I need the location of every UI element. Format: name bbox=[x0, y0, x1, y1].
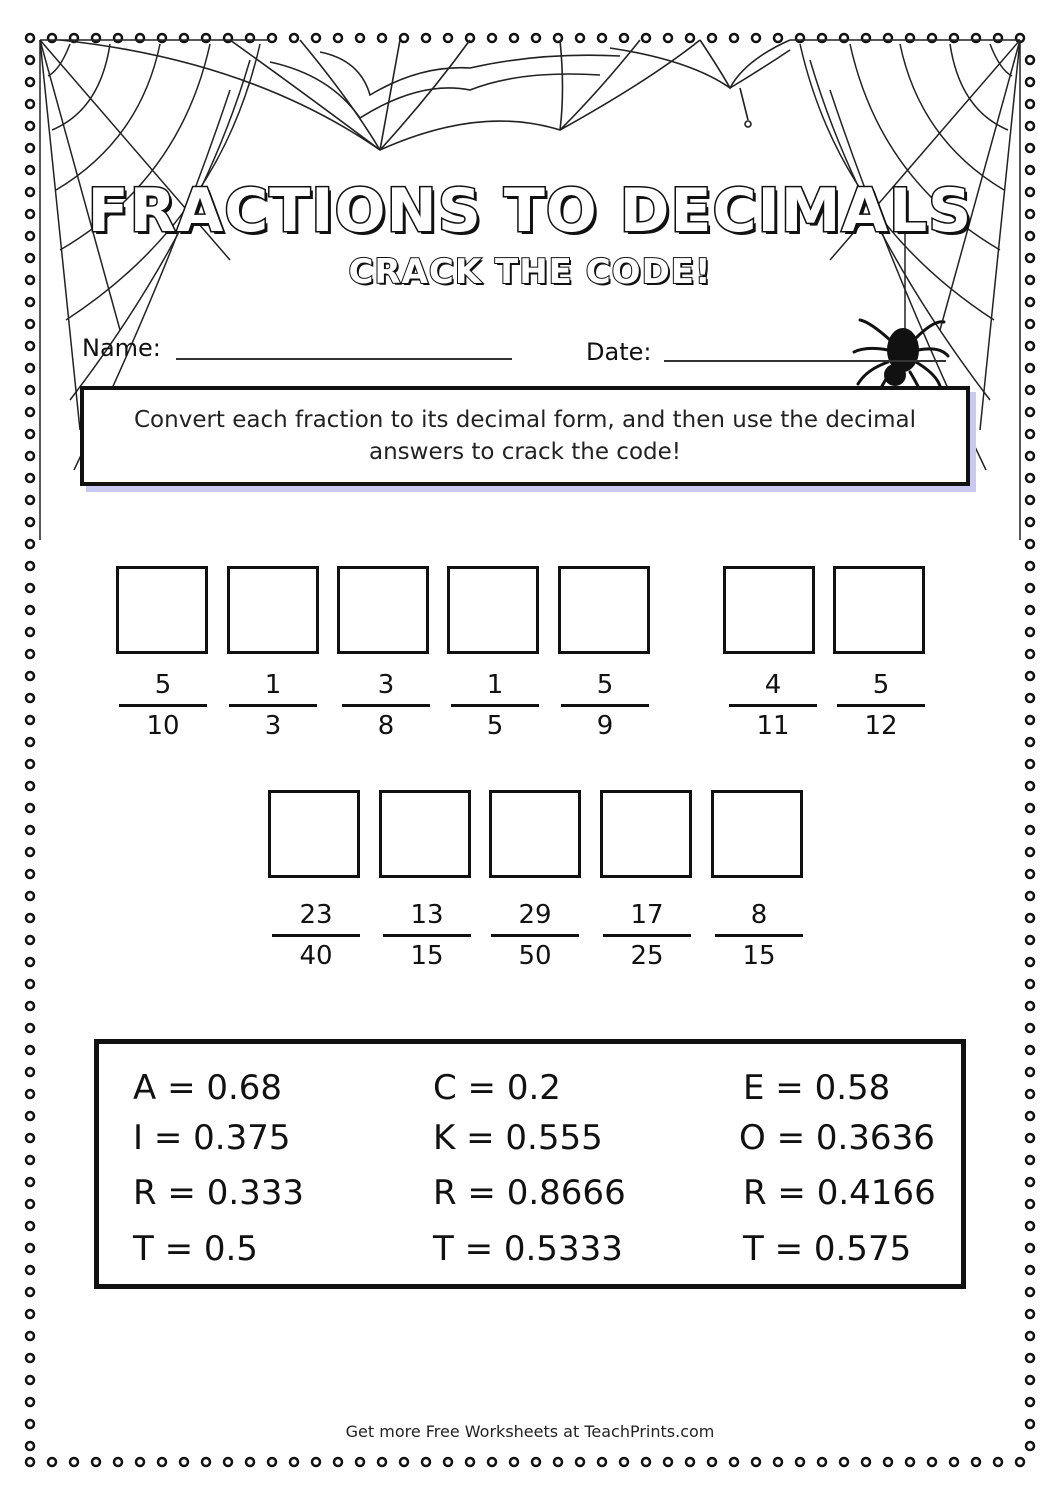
key-entry: T = 0.5333 bbox=[433, 1229, 623, 1269]
numerator: 1 bbox=[264, 670, 282, 700]
fraction bbox=[715, 898, 803, 973]
fraction-bar bbox=[342, 704, 430, 707]
fraction bbox=[229, 668, 317, 743]
instructions-text: Convert each fraction to its decimal form, and then use the decimal answers to crack the code! bbox=[134, 407, 916, 465]
numerator: 29 bbox=[518, 900, 552, 930]
answer-box[interactable] bbox=[489, 790, 581, 878]
fraction-bar bbox=[729, 704, 817, 707]
denominator: 5 bbox=[486, 711, 504, 741]
numerator: 13 bbox=[410, 900, 444, 930]
numerator: 17 bbox=[630, 900, 664, 930]
fraction bbox=[561, 668, 649, 743]
code-key-box bbox=[94, 1039, 966, 1289]
instructions-box bbox=[80, 386, 970, 486]
numerator: 5 bbox=[596, 670, 614, 700]
key-entry: T = 0.575 bbox=[743, 1229, 912, 1269]
fraction-bar bbox=[561, 704, 649, 707]
answer-box[interactable] bbox=[116, 566, 208, 654]
answer-box[interactable] bbox=[600, 790, 692, 878]
key-entry: R = 0.333 bbox=[133, 1173, 305, 1213]
denominator: 8 bbox=[377, 711, 395, 741]
denominator: 25 bbox=[630, 941, 664, 971]
fraction bbox=[603, 898, 691, 973]
key-entry: I = 0.375 bbox=[133, 1118, 291, 1158]
fraction-bar bbox=[229, 704, 317, 707]
fraction-bar bbox=[119, 704, 207, 707]
answer-box[interactable] bbox=[723, 566, 815, 654]
answer-box[interactable] bbox=[447, 566, 539, 654]
answer-box[interactable] bbox=[833, 566, 925, 654]
numerator: 3 bbox=[377, 670, 395, 700]
key-entry: T = 0.5 bbox=[133, 1229, 258, 1269]
denominator: 15 bbox=[410, 941, 444, 971]
fraction-bar bbox=[491, 934, 579, 937]
fraction-bar bbox=[451, 704, 539, 707]
key-entry: A = 0.68 bbox=[133, 1068, 283, 1108]
numerator: 1 bbox=[486, 670, 504, 700]
fraction bbox=[837, 668, 925, 743]
numerator: 8 bbox=[750, 900, 768, 930]
answer-box[interactable] bbox=[558, 566, 650, 654]
answer-box[interactable] bbox=[227, 566, 319, 654]
denominator: 9 bbox=[596, 711, 614, 741]
key-entry: O = 0.3636 bbox=[739, 1118, 935, 1158]
footer-credit: Get more Free Worksheets at TeachPrints.com bbox=[345, 1422, 715, 1441]
name-label: Name: bbox=[82, 334, 161, 362]
key-entry: C = 0.2 bbox=[433, 1068, 561, 1108]
fraction bbox=[491, 898, 579, 973]
fraction bbox=[729, 668, 817, 743]
answer-box[interactable] bbox=[337, 566, 429, 654]
key-entry: K = 0.555 bbox=[433, 1118, 603, 1158]
fraction bbox=[383, 898, 471, 973]
denominator: 40 bbox=[299, 941, 333, 971]
fraction-bar bbox=[837, 704, 925, 707]
numerator: 5 bbox=[154, 670, 172, 700]
key-entry: R = 0.8666 bbox=[433, 1173, 626, 1213]
answer-box[interactable] bbox=[268, 790, 360, 878]
key-entry: E = 0.58 bbox=[743, 1068, 891, 1108]
worksheet-title: FRACTIONS TO DECIMALS bbox=[87, 176, 973, 246]
numerator: 4 bbox=[764, 670, 782, 700]
denominator: 12 bbox=[864, 711, 898, 741]
name-line[interactable] bbox=[176, 358, 512, 360]
fraction bbox=[342, 668, 430, 743]
answer-box[interactable] bbox=[711, 790, 803, 878]
numerator: 23 bbox=[299, 900, 333, 930]
date-line[interactable] bbox=[664, 360, 946, 362]
denominator: 15 bbox=[742, 941, 776, 971]
date-label: Date: bbox=[586, 338, 652, 366]
fraction-bar bbox=[603, 934, 691, 937]
denominator: 50 bbox=[518, 941, 552, 971]
answer-box[interactable] bbox=[379, 790, 471, 878]
fraction bbox=[272, 898, 360, 973]
denominator: 3 bbox=[264, 711, 282, 741]
denominator: 11 bbox=[756, 711, 790, 741]
worksheet-subtitle: CRACK THE CODE! bbox=[348, 252, 712, 292]
top-cobweb-icon bbox=[60, 40, 790, 150]
fraction bbox=[119, 668, 207, 743]
fraction-bar bbox=[272, 934, 360, 937]
fraction-bar bbox=[383, 934, 471, 937]
denominator: 10 bbox=[146, 711, 180, 741]
fraction bbox=[451, 668, 539, 743]
fraction-bar bbox=[715, 934, 803, 937]
numerator: 5 bbox=[872, 670, 890, 700]
key-entry: R = 0.4166 bbox=[743, 1173, 936, 1213]
